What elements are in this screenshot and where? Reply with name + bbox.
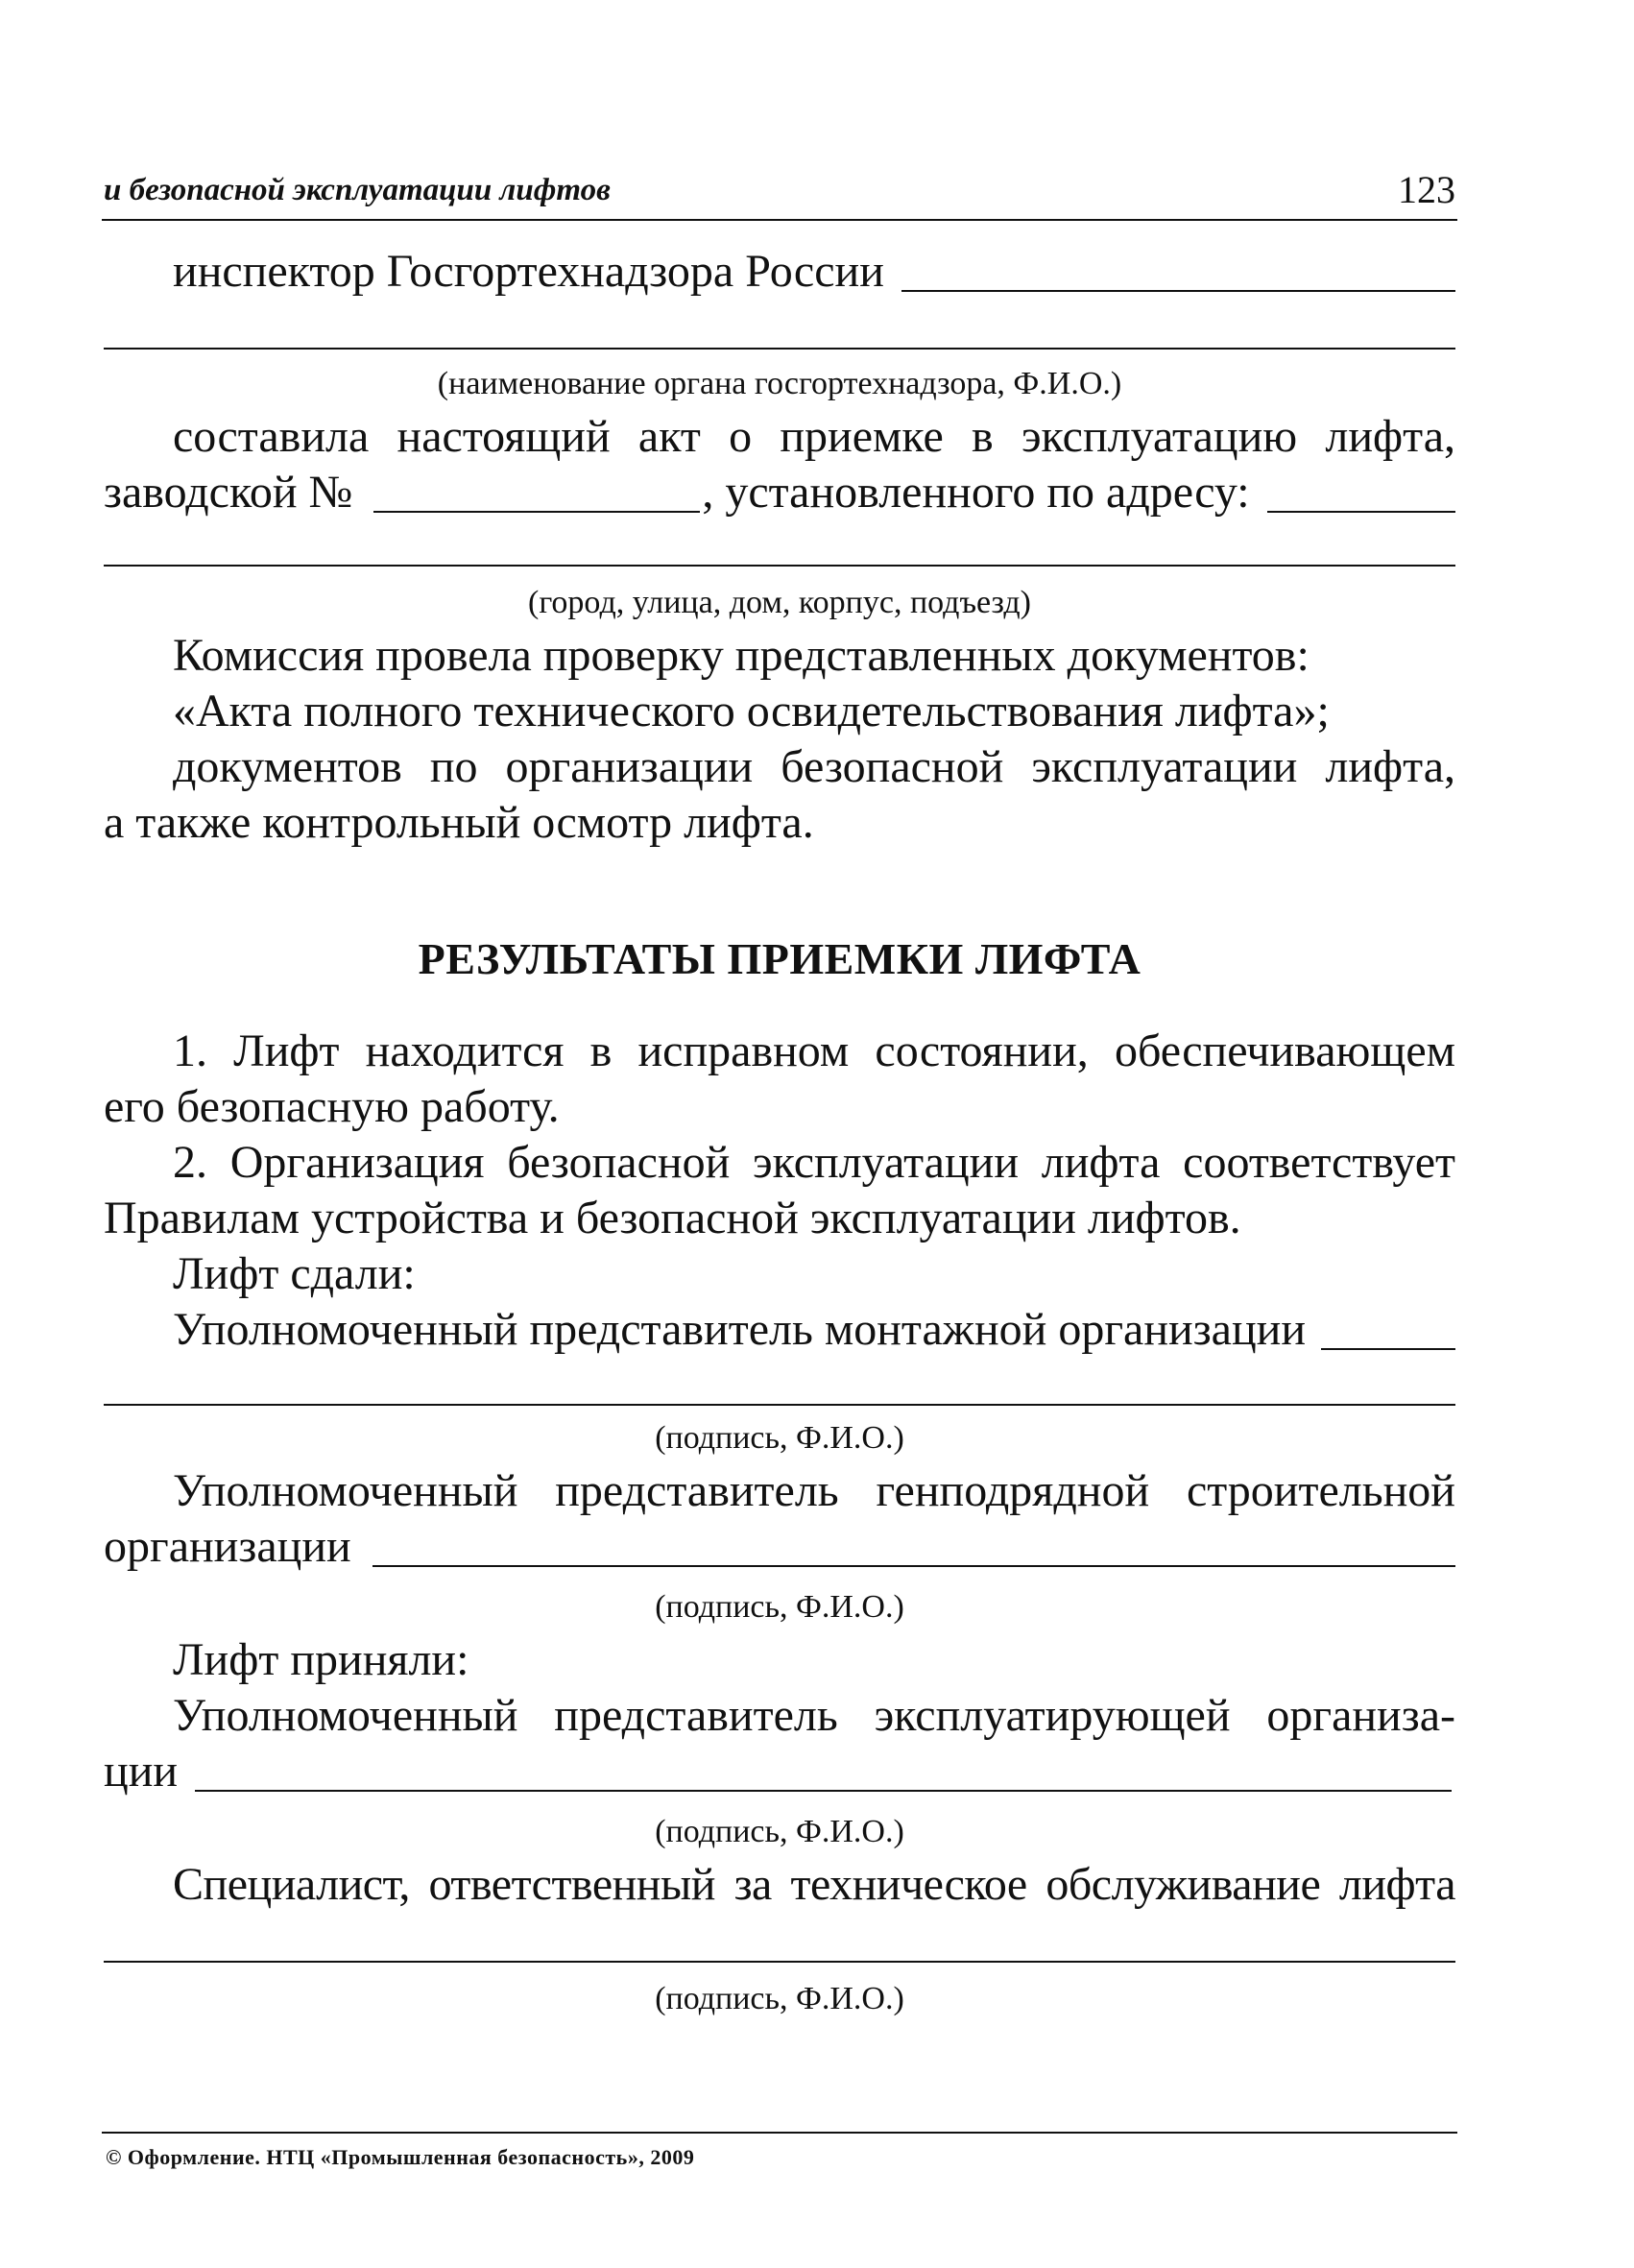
rep-general-label: организации (104, 1521, 351, 1572)
header-rule (102, 219, 1457, 221)
compiled-act-line: составила настоящий акт о приемке в эксплуатацию лифта, (173, 411, 1455, 462)
rep-operating-blank (195, 1790, 1452, 1792)
rep-operating-line1: Уполномоченный представитель эксплуатирующей организа- (173, 1690, 1455, 1741)
caption-address: (город, улица, дом, корпус, подъезд) (528, 585, 1031, 620)
accepted-label: Лифт приняли: (173, 1634, 469, 1685)
factory-no-label: заводской № (104, 467, 353, 518)
rep-installation-blank (1321, 1348, 1455, 1350)
rep-operating-label: ции (104, 1746, 179, 1797)
rep-installation-sign-line (104, 1404, 1455, 1406)
documents-line: документов по организации безопасной эксплуатации лифта, (173, 741, 1455, 792)
rep-general-blank (372, 1565, 1455, 1567)
rep-installation-label: Уполномоченный представитель монтажной организации (173, 1304, 1307, 1355)
address-blank (1267, 511, 1455, 513)
section-heading: РЕЗУЛЬТАТЫ ПРИЕМКИ ЛИФТА (418, 934, 1141, 983)
rep-general-line1: Уполномоченный представитель генподрядной строительной (173, 1465, 1455, 1516)
address-blank-line (104, 565, 1455, 567)
factory-address-line (104, 465, 1455, 520)
item2-line2: Правилам устройства и безопасной эксплуатации лифтов. (104, 1193, 1241, 1243)
caption-sign-4: (подпись, Ф.И.О.) (655, 1981, 904, 2016)
specialist-sign-line (104, 1961, 1455, 1963)
organ-blank-line (104, 348, 1455, 350)
running-head: и безопасной эксплуатации лифтов (104, 173, 611, 207)
caption-organ: (наименование органа госгортехнадзора, Ф.И.О.) (437, 366, 1122, 401)
rep-general-line2 (104, 1519, 1455, 1575)
caption-sign-3: (подпись, Ф.И.О.) (655, 1814, 904, 1849)
footer-copyright: © Оформление. НТЦ «Промышленная безопасность», 2009 (106, 2145, 695, 2169)
act-full-line: «Акта полного технического освидетельствования лифта»; (173, 686, 1330, 736)
specialist-line: Специалист, ответственный за техническое обслуживание лифта (173, 1859, 1455, 1910)
inspector-blank (901, 290, 1455, 292)
rep-operating-line2 (104, 1744, 1452, 1799)
commission-line: Комиссия провела проверку представленных документов: (173, 630, 1310, 681)
factory-no-blank (373, 511, 700, 513)
inspector-label: инспектор Госгортехнадзора России (173, 246, 884, 297)
rep-installation-line (173, 1302, 1455, 1358)
inspector-line (173, 244, 1455, 300)
item2-line1: 2. Организация безопасной эксплуатации лифта соответствует (173, 1137, 1455, 1188)
item1-line1: 1. Лифт находится в исправном состоянии, обеспечивающем (173, 1025, 1455, 1076)
installed-address-label: , установленного по адресу: (702, 467, 1250, 518)
caption-sign-1: (подпись, Ф.И.О.) (655, 1420, 904, 1456)
page-number: 123 (1398, 168, 1455, 211)
item1-line2: его безопасную работу. (104, 1081, 560, 1132)
footer-rule (102, 2132, 1457, 2134)
control-inspection-line: а также контрольный осмотр лифта. (104, 797, 814, 848)
caption-sign-2: (подпись, Ф.И.О.) (655, 1589, 904, 1625)
handed-over-label: Лифт сдали: (173, 1248, 416, 1299)
